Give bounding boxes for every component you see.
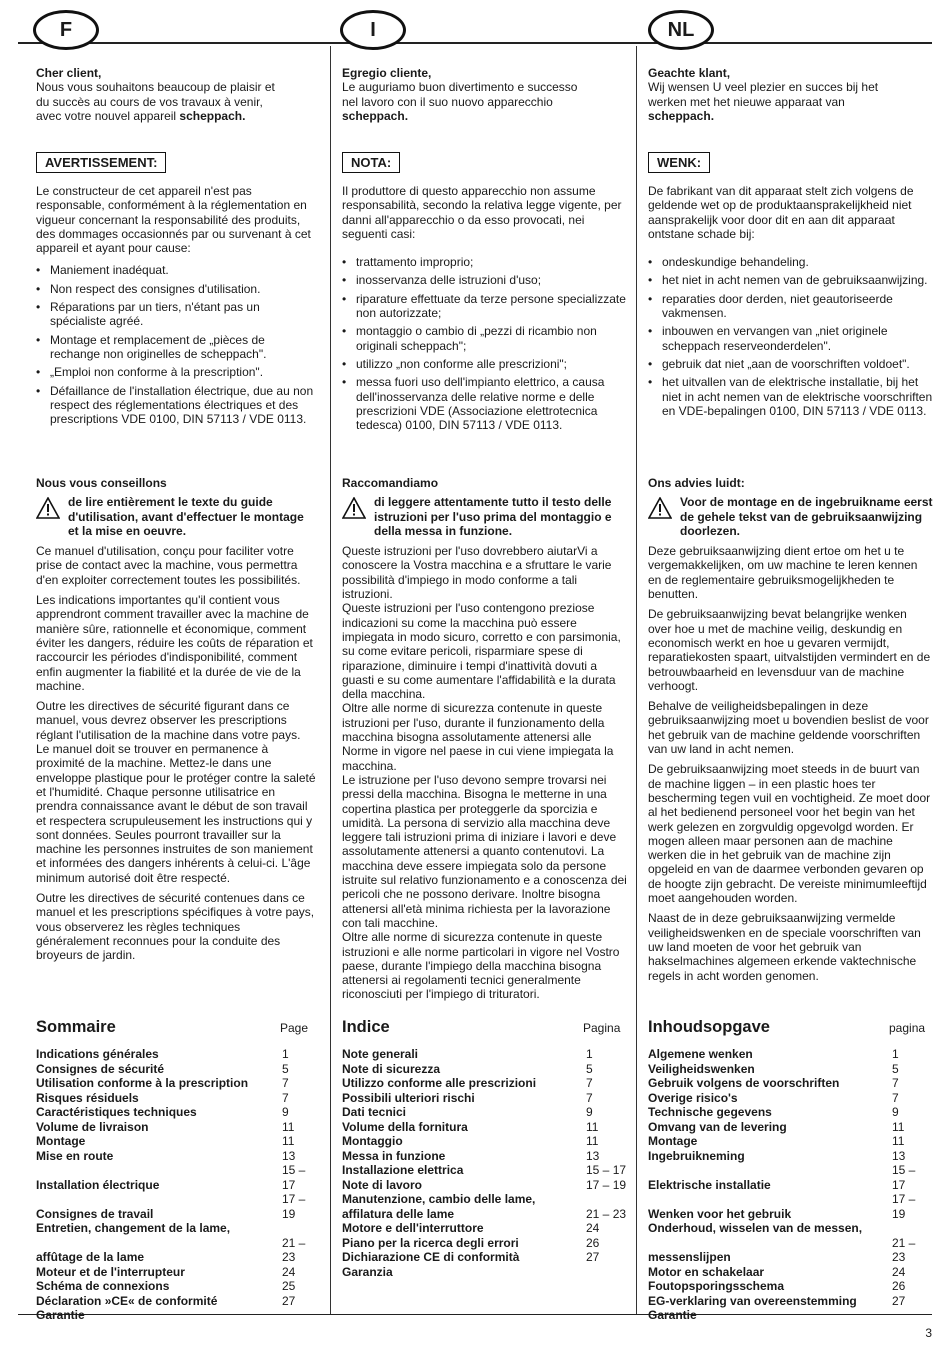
toc-entry: Déclaration »CE« de conformité (36, 1293, 218, 1308)
toc-entry: Elektrische installatie (648, 1177, 771, 1192)
toc-page: 15 – 17 (282, 1163, 306, 1192)
toc-row (648, 1308, 932, 1323)
toc-entry: Consignes de sécurité (36, 1061, 165, 1076)
advice-title: Nous vous conseillons (36, 476, 167, 490)
toc-row (342, 1178, 628, 1193)
toc-table (648, 1047, 932, 1323)
list-item: • montaggio o cambio di „pezzi di ricambio non originali scheppach"; (342, 324, 627, 353)
toc-entry: Note generali (342, 1047, 419, 1061)
paragraph: Deze gebruiksaanwijzing dient ertoe om het u te vergemakkelijken, om uw machine te leren kennen en de reglementaire gebruiksmogelijkheden te benutten. (648, 544, 918, 602)
paragraph: Les indications importantes qu'il contient vous apprendront comment travailler avec la machine de manière sûre, rationnelle et économique, comment éviter les dangers, réduire les coûts de réparation et raccourcir les périodes d'indisponibilité, comment enfin augmenter la fiabilité et la durée de vie de la machine. (36, 593, 313, 693)
toc-page: 7 (892, 1090, 899, 1105)
toc-page: 11 (892, 1119, 905, 1134)
greeting-line: du succès au cours de vos travaux à venir, (36, 94, 263, 109)
toc-row (342, 1091, 628, 1106)
toc-entry: Possibili ulteriori rischi (342, 1090, 475, 1105)
list-item: • „Emploi non conforme à la prescription". (36, 365, 316, 379)
toc-entry: Schéma de connexions (36, 1279, 170, 1293)
toc-page: 24 (586, 1221, 600, 1235)
toc-row (342, 1134, 628, 1149)
toc-page: 27 (892, 1293, 906, 1308)
toc-page: 21 – 23 (892, 1235, 916, 1264)
warning-list (36, 263, 316, 426)
toc-entry: Ingebruikneming (648, 1148, 745, 1163)
paragraph: De gebruiksaanwijzing moet steeds in de buurt van de machine liggen – in een plastic hoes ter bescherming tegen vuil en vochtigheid. Ze moet door al het bedienend personeel voor het begin van het werk gelezen en zorgvuldig opgevolgd worden. Er mogen alleen maar personen aan de machine werken die in het gebruik van de machine zijn opgeleid en van de daarmee verbonden gevaren op de hoogte zijn gebracht. De vereiste minimumleeftijd moet aangehouden worden. (648, 762, 931, 906)
toc-entry: Utilizzo conforme alle prescrizioni (342, 1076, 537, 1090)
toc-entry: Note di sicurezza (342, 1061, 441, 1076)
list-item: • inbouwen en vervangen van „niet originele scheppach reserveonderdelen". (648, 324, 933, 353)
list-item: • Non respect des consignes d'utilisation. (36, 282, 316, 296)
toc-page (278, 1221, 320, 1236)
paragraph: De gebruiksaanwijzing bevat belangrijke wenken over hoe u met de machine veilig, deskundig en economisch werkt en hoe u gevaren vermijdt, reparatiekosten spaart, uitvalstijden vermindert en de betrouwbaarheid en levensduur van de machine verhoogt. (648, 607, 931, 693)
toc-entry: Entretien, changement de la lame, (36, 1221, 231, 1235)
paragraph: Ce manuel d'utilisation, conçu pour faciliter votre prise de contact avec la machine, vous permettra d'en exploiter correctement toutes les possibilités. (36, 544, 301, 587)
toc-row (648, 1062, 932, 1077)
toc-entry: Motore e dell'interruttore (342, 1221, 484, 1235)
toc-page: 9 (586, 1105, 593, 1119)
greeting-line-with-brand (36, 109, 316, 123)
list-item: • trattamento improprio; (342, 255, 627, 269)
list-item: • Défaillance de l'installation électrique, due au non respect des réglementations électriques et des prescriptions VDE 0100, DIN 57113 / VDE 0113. (36, 384, 316, 427)
toc-page: 11 (586, 1134, 599, 1148)
brand-name: scheppach. (179, 108, 246, 123)
paragraph: Queste istruzioni per l'uso dovrebbero aiutarVi a conoscere la Vostra macchina e a sfruttare le varie possibilità d'impiego in modo conforme a tali istruzioni. (342, 544, 612, 602)
list-item: • gebruik dat niet „aan de voorschriften voldoet". (648, 357, 933, 371)
warning-list (342, 255, 627, 432)
toc-row (648, 1149, 932, 1164)
toc-row (648, 1236, 932, 1265)
toc-entry: Omvang van de levering (648, 1119, 787, 1134)
toc-row (648, 1294, 932, 1309)
brand-name: scheppach. (342, 108, 409, 123)
toc-row (342, 1076, 628, 1091)
toc-row (342, 1120, 628, 1135)
language-badge-french: F (33, 10, 99, 50)
toc-page: 25 (282, 1279, 296, 1293)
toc-page: 24 (892, 1264, 906, 1279)
toc-row (342, 1265, 628, 1280)
paragraph: Oltre alle norme di sicurezza contenute in queste istruzioni per l'uso, durante il funzionamento della macchina bisogna assolutamente attenersi alle Norme in vigore nel paese in cui viene impiegata la macchina. (342, 701, 614, 773)
toc-page: 17 – 19 (282, 1192, 306, 1221)
toc-page-label: pagina (889, 1021, 926, 1035)
toc-body (342, 1047, 628, 1279)
paragraph: Oltre alle norme di sicurezza contenute in queste istruzioni e alle norme particolari in vigore nel Vostro paese, durante l'impiego della macchina bisogna attenersi ai regolamenti tecnici generalmente riconosciuti per l'impiego di trituratori. (342, 930, 620, 1002)
toc-page: 27 (586, 1250, 600, 1264)
toc-row (36, 1236, 320, 1265)
list-item: • Montage et remplacement de „pièces de rechange non originelles de scheppach". (36, 333, 316, 362)
toc-entry: Indications générales (36, 1047, 159, 1061)
greeting-block (36, 66, 316, 123)
toc-entry: Algemene wenken (648, 1047, 753, 1061)
toc-entry: Technische gegevens (648, 1105, 772, 1119)
advice-section (36, 476, 316, 969)
toc-entry: Utilisation conforme à la prescription (36, 1076, 249, 1090)
toc-page: 7 (586, 1090, 593, 1105)
toc-table (342, 1047, 628, 1279)
greeting-title: Geachte klant, (648, 66, 731, 80)
toc-row (36, 1047, 320, 1062)
toc-title: Inhoudsopgave (648, 1018, 770, 1036)
list-item: • het uitvallen van de elektrische installatie, bij het niet in acht nemen van de elektrische voorschriften en VDE-bepalingen 0100, DIN 57113 / VDE 0113. (648, 375, 933, 418)
paragraph: Le istruzione per l'uso devono sempre trovarsi nei pressi della macchina. Bisogna le metterne in una copertina plastica per proteggerle da sporcizia e umidità. La persona di servizio alla macchina deve leggere tali istruzioni prima di iniziare i lavori e deve assolutamente attenersi a quanto contenutovi. La macchina deve essere impiegata solo da persone istruite sul relativo funzionamento e a conoscenza dei pericoli che ne possono derivare. Inoltre bisogna attenersi all'età minima richiesta per la lavorazione con tali macchine. (342, 772, 627, 930)
toc-page (278, 1308, 320, 1323)
greeting-line-with-brand (648, 109, 933, 123)
brand-name: scheppach. (648, 108, 715, 123)
paragraph: Behalve de veiligheidsbepalingen in deze gebruiksaanwijzing moet u bovendien beslist de voor het gebruik van de machine geldende voorschriften van uw land in acht nemen. (648, 699, 929, 757)
toc-page: 7 (586, 1076, 593, 1090)
toc-page: 11 (586, 1119, 599, 1134)
list-item: • inosservanza delle istruzioni d'uso; (342, 273, 627, 287)
greeting-title: Cher client, (36, 66, 102, 80)
toc-page: 1 (892, 1047, 899, 1061)
toc-row (648, 1105, 932, 1120)
toc-entry: Garantie (36, 1308, 85, 1322)
caution-text: de lire entièrement le texte du guide d'utilisation, avant d'effectuer le montage et la mise en oeuvre. (68, 495, 304, 538)
list-item: • utilizzo „non conforme alle prescrizioni"; (342, 357, 627, 371)
paragraph: Queste istruzioni per l'uso contengono preziose indicazioni su come la macchina può essere impiegata in modo sicuro, corretto e con parsimonia, su come evitare pericoli, risparmiare spese di riparazione, diminuire i tempi d'inattività dovuti a guasti e su come aumentare l'affidabilità e la durata della macchina. (342, 601, 621, 702)
greeting-line: Nous vous souhaitons beaucoup de plaisir et (36, 80, 275, 95)
toc-page: 7 (282, 1090, 289, 1105)
toc-page: 13 (282, 1148, 296, 1163)
toc-entry: Garanzia (342, 1264, 393, 1279)
toc-entry: Volume della fornitura (342, 1119, 468, 1134)
toc-entry: affilatura delle lame (342, 1206, 455, 1221)
toc-row (36, 1149, 320, 1164)
toc-page: 9 (282, 1105, 289, 1119)
caution-note (648, 495, 933, 538)
warning-triangle-icon (342, 497, 366, 519)
toc-row (36, 1221, 320, 1236)
toc-page: 9 (892, 1105, 899, 1119)
toc-entry: affûtage de la lame (36, 1250, 145, 1264)
warning-triangle-icon (648, 497, 672, 519)
toc-entry: Installazione elettrica (342, 1163, 464, 1177)
caution-note (36, 495, 316, 538)
toc-entry: Wenken voor het gebruik (648, 1206, 792, 1221)
warning-label: AVERTISSEMENT: (36, 152, 166, 173)
toc-page: 17 – 19 (586, 1177, 627, 1192)
toc-row (342, 1149, 628, 1164)
page-number: 3 (925, 1326, 932, 1340)
toc-page-label: Page (280, 1021, 309, 1035)
toc-page: 1 (586, 1047, 593, 1061)
warning-section (36, 184, 316, 430)
greeting-line: nel lavoro con il suo nuovo apparecchio (342, 94, 553, 109)
advice-title: Ons advies luidt: (648, 476, 745, 490)
toc-page (888, 1308, 932, 1323)
list-item: • riparature effettuate da terze persone specializzate non autorizzate; (342, 292, 627, 321)
toc-row (36, 1163, 320, 1192)
toc-entry: Motor en schakelaar (648, 1264, 765, 1279)
list-item: • Réparations par un tiers, n'étant pas un spécialiste agréé. (36, 300, 316, 329)
toc-entry: Volume de livraison (36, 1119, 149, 1134)
column-divider (330, 46, 331, 1314)
caution-note (342, 495, 627, 538)
toc-page: 15 – 17 (586, 1163, 627, 1177)
toc-page: 21 – 23 (586, 1206, 627, 1221)
toc-row (342, 1105, 628, 1120)
toc-row (36, 1265, 320, 1280)
toc-entry: Onderhoud, wisselen van de messen, (648, 1221, 863, 1235)
paragraph: Outre les directives de sécurité contenues dans ce manuel et les prescriptions spécifiques à votre pays, vous observerez les règles techniques généralement reconnues pour la conduite des broyeurs de jardin. (36, 891, 315, 963)
toc-entry: Manutenzione, cambio delle lame, (342, 1192, 536, 1206)
toc-page: 7 (892, 1076, 899, 1090)
toc-page: 1 (282, 1047, 289, 1061)
toc-row (648, 1134, 932, 1149)
list-item: • Maniement inadéquat. (36, 263, 316, 277)
toc-row (36, 1192, 320, 1221)
toc-row (648, 1265, 932, 1280)
toc-row (36, 1076, 320, 1091)
toc-row (648, 1163, 932, 1192)
warning-section (342, 184, 627, 436)
toc-page: 5 (892, 1061, 899, 1076)
toc-page: 5 (282, 1061, 289, 1076)
warning-triangle-icon (36, 497, 60, 519)
list-item: • ondeskundige behandeling. (648, 255, 933, 269)
toc-page: 15 – 17 (892, 1163, 916, 1192)
toc-entry: Veiligheidswenken (648, 1061, 755, 1076)
toc-entry: Moteur et de l'interrupteur (36, 1264, 185, 1279)
toc-entry: messenslijpen (648, 1250, 731, 1264)
toc-page: 27 (282, 1293, 296, 1308)
toc-entry: Note di lavoro (342, 1177, 423, 1192)
toc-page: 26 (892, 1279, 906, 1293)
toc-row (648, 1047, 932, 1062)
toc-page: 11 (892, 1134, 905, 1148)
toc-row (648, 1221, 932, 1236)
toc-entry: Mise en route (36, 1148, 114, 1163)
toc-table (36, 1047, 320, 1323)
toc-page: 7 (282, 1076, 289, 1090)
toc-entry: Dati tecnici (342, 1105, 407, 1119)
toc-title: Sommaire (36, 1018, 116, 1036)
toc-page (582, 1265, 628, 1280)
toc-page: 21 – 23 (282, 1235, 306, 1264)
paragraph: Naast de in deze gebruiksaanwijzing vermelde veiligheidswenken en de speciale voorschriften van uw land moeten de voor het gebruik van hakselmachines algemeen erkende vaktechnische regels in acht worden genomen. (648, 911, 921, 983)
greeting-line: avec votre nouvel appareil (36, 108, 180, 123)
toc-page: 24 (282, 1264, 296, 1279)
toc-body (36, 1047, 320, 1323)
top-rule (18, 42, 932, 44)
toc-row (342, 1250, 628, 1265)
toc-entry: Montage (648, 1134, 698, 1148)
greeting-block (648, 66, 933, 123)
warning-label: NOTA: (342, 152, 400, 173)
toc-page-label: Pagina (583, 1021, 621, 1035)
toc-row (648, 1076, 932, 1091)
greeting-line: Wij wensen U veel plezier en succes bij het (648, 80, 879, 95)
warning-intro: Il produttore di questo apparecchio non assume responsabilità, secondo la relativa legge vigente, per danni all'apparecchio o da esso provocati, nei seguenti casi: (342, 184, 622, 241)
toc-row (342, 1062, 628, 1077)
toc-row (648, 1192, 932, 1221)
greeting-line: werken met het nieuwe apparaat van (648, 94, 845, 109)
toc-entry: Risques résiduels (36, 1090, 139, 1105)
warning-intro: Le constructeur de cet appareil n'est pas responsable, conformément à la réglementation en vigueur concernant la responsabilité des produits, des dommages occasionnés par ou survenant à cet appareil et ayant pour cause: (36, 184, 311, 256)
column-divider (636, 46, 637, 1314)
toc-page: 11 (282, 1134, 295, 1148)
toc-entry: Overige risico's (648, 1090, 738, 1105)
toc-row (342, 1221, 628, 1236)
caution-text: di leggere attentamente tutto il testo delle istruzioni per l'uso prima del montaggio e della messa in funzione. (374, 495, 612, 538)
greeting-block (342, 66, 627, 123)
toc-row (36, 1308, 320, 1323)
toc-row (342, 1163, 628, 1178)
toc-entry: Messa in funzione (342, 1148, 446, 1163)
toc-row (648, 1279, 932, 1294)
toc-page: 11 (282, 1119, 295, 1134)
warning-intro: De fabrikant van dit apparaat stelt zich volgens de geldende wet op de produktaansprakelijkheid niet aansprakelijk voor door dit en aan dit apparaat ontstane schade bij: (648, 184, 914, 241)
list-item: • het niet in acht nemen van de gebruiksaanwijzing. (648, 273, 933, 287)
toc-row (342, 1192, 628, 1207)
toc-title: Indice (342, 1018, 390, 1036)
advice-section (342, 476, 627, 1002)
toc-entry: Caractéristiques techniques (36, 1105, 197, 1119)
list-item: • messa fuori uso dell'impianto elettrico, a causa dell'inosservanza delle relative norme e delle prescrizioni VDE (Associazione elettrotecnica tedesca) 0100, DIN 57113 / VDE 0113. (342, 375, 627, 432)
toc-page (582, 1192, 628, 1207)
toc-page: 13 (586, 1148, 600, 1163)
toc-entry: Foutopsporingsschema (648, 1279, 785, 1293)
advice-title: Raccomandiamo (342, 476, 439, 490)
language-badge-italian: I (340, 10, 406, 50)
language-badge-dutch: NL (648, 10, 714, 50)
toc-page (888, 1221, 932, 1236)
warning-label: WENK: (648, 152, 710, 173)
toc-entry: Montage (36, 1134, 86, 1148)
toc-row (36, 1279, 320, 1294)
greeting-line: Le auguriamo buon divertimento e successo (342, 80, 578, 95)
toc-row (36, 1294, 320, 1309)
toc-row (648, 1120, 932, 1135)
warning-list (648, 255, 933, 418)
greeting-line-with-brand (342, 109, 627, 123)
list-item: • reparaties door derden, niet geautoriseerde vakmensen. (648, 292, 933, 321)
toc-row (36, 1091, 320, 1106)
toc-entry: Montaggio (342, 1134, 403, 1148)
greeting-title: Egregio cliente, (342, 66, 432, 80)
advice-section (648, 476, 933, 989)
toc-row (342, 1047, 628, 1062)
toc-page: 13 (892, 1148, 906, 1163)
toc-row (342, 1207, 628, 1222)
toc-row (36, 1105, 320, 1120)
toc-row (36, 1120, 320, 1135)
toc-row (342, 1236, 628, 1251)
toc-row (36, 1062, 320, 1077)
toc-entry: Installation électrique (36, 1177, 160, 1192)
caution-text: Voor de montage en de ingebruikname eerst de gehele tekst van de gebruiksaanwijzing doorlezen. (680, 495, 933, 538)
toc-page: 5 (586, 1061, 593, 1076)
toc-entry: Gebruik volgens de voorschriften (648, 1076, 840, 1090)
warning-section (648, 184, 933, 422)
paragraph: Outre les directives de sécurité figurant dans ce manuel, vous devrez observer les prescriptions réglant l'utilisation de la machine dans votre pays. Le manuel doit se trouver en permanence à proximité de la machine. Mettez-le dans une enveloppe plastique pour le protéger contre la saleté et l'humidité. Chaque personne utilisatrice en prendra connaissance avant le début de son travail et respectera scrupuleusement les instructions qui y sont données. Seules pourront travailler sur la machine les personnes instruites de son maniement et informées des dangers inhérents à celui-ci. L'âge minimum autorisé doit être respecté. (36, 699, 316, 885)
toc-entry: Piano per la ricerca degli errori (342, 1235, 519, 1250)
toc-entry: Dichiarazione CE di conformità (342, 1250, 520, 1264)
toc-entry: EG-verklaring van overeenstemming (648, 1293, 857, 1308)
toc-body (648, 1047, 932, 1323)
toc-row (36, 1134, 320, 1149)
toc-page: 26 (586, 1235, 600, 1250)
toc-page: 17 – 19 (892, 1192, 916, 1221)
toc-row (648, 1091, 932, 1106)
toc-entry: Garantie (648, 1308, 697, 1322)
toc-entry: Consignes de travail (36, 1206, 154, 1221)
